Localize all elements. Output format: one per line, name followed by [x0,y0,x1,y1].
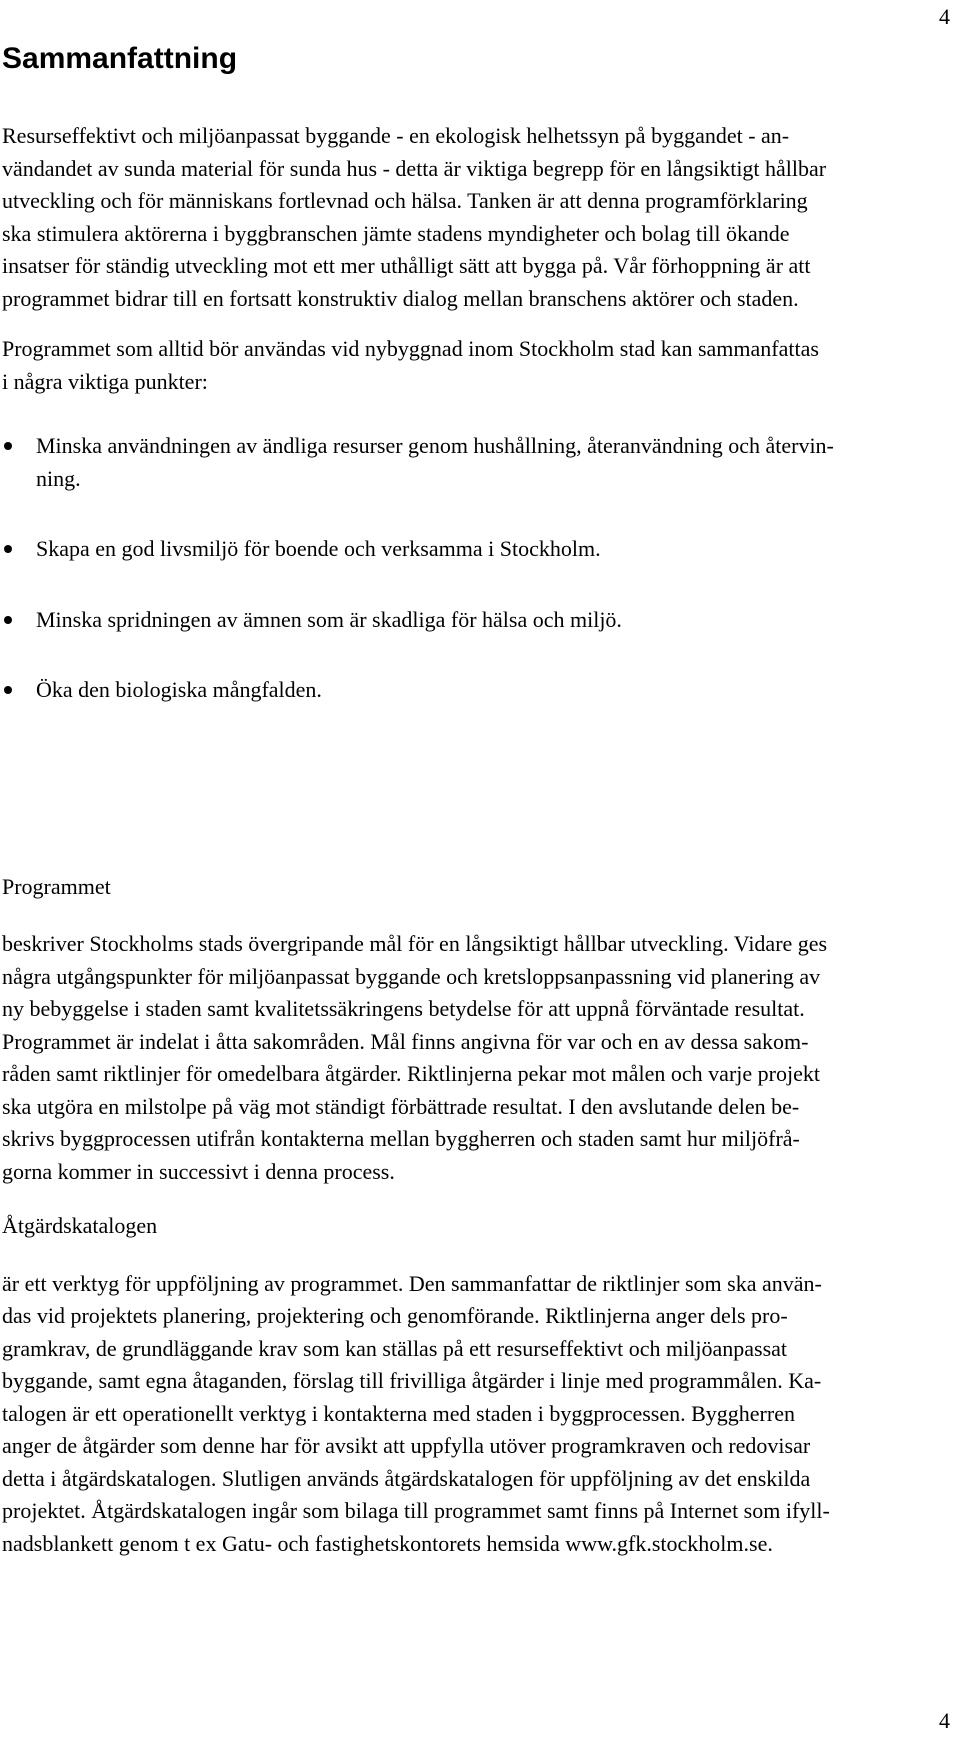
text-line: anger de åtgärder som denne har för avsikt att uppfylla utöver programkraven och redovisar [2,1433,811,1458]
text-line: i några viktiga punkter: [2,368,208,394]
text-line: Programmet är indelat i åtta sakområden. Mål finns angivna för var och en av dessa sakom- [2,1028,809,1054]
list-item [2,674,952,707]
text-line: utveckling och för människans fortlevnad och hälsa. Tanken är att denna programförklaring [2,188,808,213]
text-line: vändandet av sunda material för sunda hus - detta är viktiga begrepp för en långsiktigt hållbar [2,155,827,181]
list-item [2,604,952,637]
page-title: Sammanfattning [2,42,238,75]
list-item [2,430,952,495]
text-line: Minska spridningen av ämnen som är skadliga för hälsa och miljö. [36,606,622,632]
text-line: Öka den biologiska mångfalden. [36,677,322,702]
text-line: ska utgöra en milstolpe på väg mot ständigt förbättrade resultat. I den avslutande delen be- [2,1093,800,1119]
text-line: Resurseffektivt och miljöanpassat byggande - en ekologisk helhetssyn på byggandet - an- [2,123,790,148]
text-line: skrivs byggprocessen utifrån kontakterna mellan byggherren och staden samt hur miljöfrå- [2,1126,800,1151]
atgardskatalogen-heading: Åtgärdskatalogen [2,1213,158,1238]
text-line: programmet bidrar till en fortsatt konstruktiv dialog mellan branschens aktörer och staden. [2,285,799,311]
bullet-icon [4,686,12,694]
text-line: några utgångspunkter för miljöanpassat byggande och kretsloppsanpassning vid planering av [2,963,821,989]
text-line: ny bebyggelse i staden samt kvalitetssäkringens betydelse för att uppnå förväntade resultat. [2,996,805,1021]
program-summary-paragraph [2,333,952,398]
text-line: projektet. Åtgärdskatalogen ingår som bilaga till programmet samt finns på Internet som ifyll- [2,1498,830,1523]
text-line: är ett verktyg för uppföljning av programmet. Den sammanfattar de riktlinjer som ska använ- [2,1270,822,1296]
text-line: Skapa en god livsmiljö för boende och verksamma i Stockholm. [36,536,601,561]
text-line: Programmet som alltid bör användas vid nybyggnad inom Stockholm stad kan sammanfattas [2,336,819,361]
text-line: ska stimulera aktörerna i byggbranschen jämte stadens myndigheter och bolag till ökande [2,220,790,246]
text-line: talogen är ett operationellt verktyg i kontakterna med staden i byggprocessen. Byggherren [2,1400,795,1426]
text-line: gramkrav, de grundläggande krav som kan ställas på ett resurseffektivt och miljöanpassat [2,1335,788,1361]
text-line: gorna kommer in successivt i denna process. [2,1158,395,1184]
key-points-list [2,430,952,707]
bullet-icon [4,545,12,553]
bullet-icon [4,616,12,624]
text-line: ning. [36,465,81,491]
atgardskatalogen-paragraph [2,1268,952,1561]
text-line: das vid projektets planering, projektering och genomförande. Riktlinjerna anger dels pro- [2,1303,788,1328]
document-body [2,120,952,1560]
programmet-paragraph [2,928,952,1188]
programmet-heading: Programmet [2,873,111,899]
text-line: nadsblankett genom t ex Gatu- och fastighetskontorets hemsida www.gfk.stockholm.se. [2,1530,773,1556]
intro-paragraph [2,120,952,315]
text-line: beskriver Stockholms stads övergripande mål för en långsiktigt hållbar utveckling. Vidare ges [2,931,828,956]
text-line: insatser för ständig utveckling mot ett mer uthålligt sätt att bygga på. Vår förhoppning är att [2,253,811,278]
bullet-icon [4,442,12,450]
text-line: byggande, samt egna åtaganden, förslag till frivilliga åtgärder i linje med programmålen. Ka- [2,1368,822,1393]
text-line: detta i åtgärdskatalogen. Slutligen används åtgärdskatalogen för uppföljning av det enskilda [2,1465,811,1491]
page-number-top: 4 [939,4,950,29]
text-line: råden samt riktlinjer för omedelbara åtgärder. Riktlinjerna pekar mot målen och varje projekt [2,1061,820,1086]
list-item [2,533,952,566]
text-line: Minska användningen av ändliga resurser genom hushållning, återanvändning och återvin- [36,433,834,458]
page-number-bottom: 4 [939,1708,950,1733]
